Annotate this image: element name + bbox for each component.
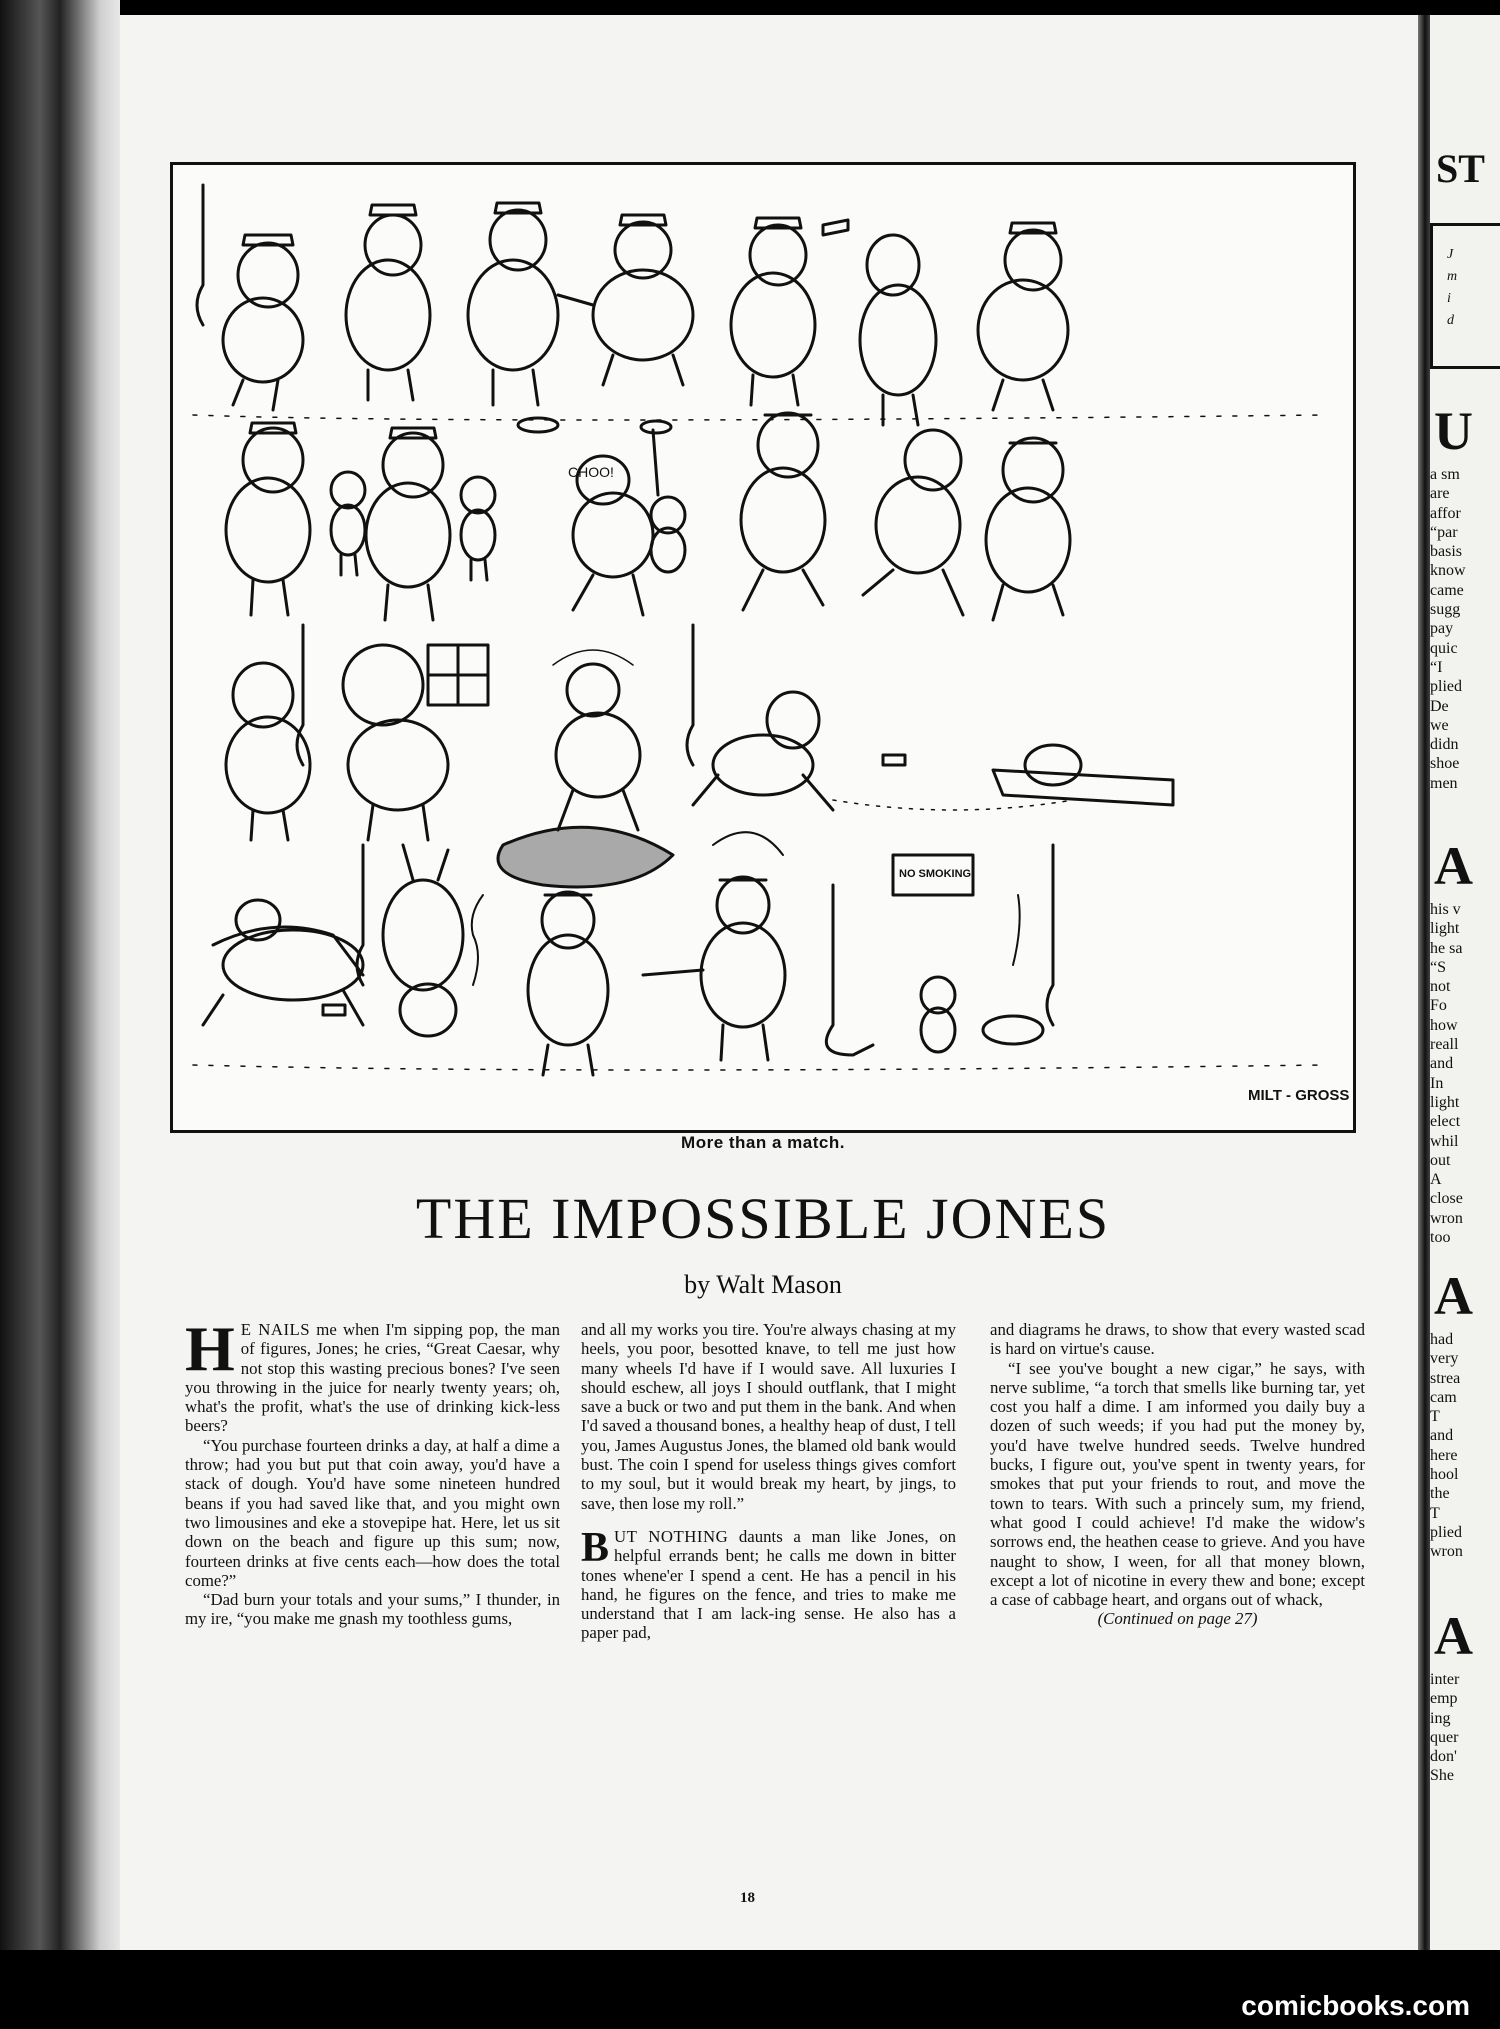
facing-box [1430,223,1500,369]
facing-box-text: J m i d [1447,247,1458,328]
facing-line: whil [1430,1132,1459,1150]
facing-line: had [1430,1331,1454,1348]
facing-lines-3 [1430,1330,1463,1562]
cartoon-row-1 [193,185,1323,425]
article-column-3 [990,1320,1365,1629]
facing-lines-4 [1430,1670,1459,1786]
facing-line: affor [1430,504,1461,522]
facing-line: elect [1430,1113,1461,1131]
paragraph [185,1313,561,1436]
facing-line: “par [1430,523,1458,541]
facing-line: “I [1430,658,1443,676]
facing-line: and [1430,1427,1454,1445]
cartoon-row-2 [226,413,1070,620]
paragraph-text: daunts a man like Jones, on helpful errands bent; he calls me down in bitter tones whene'er I spend a cent. He has a pencil in his hand, he figures on the fence, and tries to make me understand that I am lack-ing sense. He also has a paper pad, [581,1526,956,1643]
facing-line: pay [1430,620,1454,638]
facing-line: are [1430,485,1450,503]
facing-line: T [1430,1408,1440,1426]
facing-line: quic [1430,639,1458,657]
facing-line: reall [1430,1036,1459,1054]
facing-line: sugg [1430,601,1461,619]
facing-line: very [1430,1350,1459,1368]
no-smoking-sign: NO SMOKING [899,868,972,880]
artist-signature: MILT - GROSS [1248,1087,1350,1104]
facing-line: T [1430,1504,1440,1522]
facing-line: too [1430,1229,1451,1247]
facing-line: light [1430,920,1460,938]
facing-line: inter [1430,1671,1460,1688]
article-column-1 [185,1313,561,1629]
sound-effect-choo: CHOO! [568,464,614,480]
lead-in: UT NOTHING [614,1526,729,1546]
paragraph: “I see you've bought a new cigar,” he says, with nerve sublime, “a torch that smells like burning tar, yet cost you half a dime. I am informed you daily buy a dozen of such weeds; if you had put the money by, you'd have twelve hundred seeds. Twelve hundred bucks, I figure out, you've spent in twenty years, for smokes that put your friends to rout, and move the town to tears. With such a princely sum, my friend, what good I could achieve! I'd make the widow's sorrows end, the heathen cease to grieve. And you have naught to show, I ween, for all that money blown, except a lot of nicotine in every thew and bone; except a case of cabbage heart, and organs out of whack, [990,1358,1365,1610]
facing-line: In [1430,1074,1444,1092]
facing-line: he sa [1430,939,1463,957]
paragraph: “Dad burn your totals and your sums,” I thunder, in my ire, “you make me gnash my toothless gums, [185,1590,560,1629]
page-number: 18 [740,1890,755,1906]
facing-line: a sm [1430,466,1460,483]
cartoon-row-4 [193,827,1323,1075]
facing-line: plied [1430,678,1462,696]
facing-line: She [1430,1767,1454,1785]
paragraph: and diagrams he draws, to show that every wasted scad is hard on virtue's cause. [990,1320,1365,1359]
paragraph-text: me when I'm sipping pop, the man of figures, Jones; he cries, “Great Caesar, why not stop this wasting precious bones? I've seen you throwing in the juice for nearly twenty years; oh, what's the profit, what's the use of drinking kick-less beers? [185,1320,561,1436]
facing-line: not [1430,978,1451,996]
facing-lines-2 [1430,900,1463,1247]
facing-line: Fo [1430,997,1447,1015]
cartoon-row-3 [226,625,1173,840]
facing-line: came [1430,581,1464,599]
facing-line: out [1430,1151,1451,1169]
paragraph [581,1524,956,1643]
facing-line: ing [1430,1709,1451,1727]
facing-line: emp [1430,1690,1458,1708]
watermark: comicbooks.com [1241,1990,1470,2021]
facing-line: we [1430,716,1449,734]
lead-in: E NAILS [240,1320,311,1339]
facing-line: wron [1430,1543,1463,1561]
facing-dropcap: A [1434,1266,1473,1326]
facing-line: his v [1430,901,1461,918]
facing-line: didn [1430,736,1459,754]
continued-note: (Continued on page 27) [1097,1609,1258,1629]
facing-lines-1 [1430,465,1466,793]
facing-line: men [1430,774,1458,792]
facing-line: the [1430,1485,1450,1503]
facing-line: shoe [1430,755,1460,773]
facing-page-fragment [1430,15,1500,1950]
facing-line: light [1430,1093,1460,1111]
cartoon-drawing [173,165,1353,1130]
article-column-2 [581,1320,956,1643]
cartoon-caption: More than a match. [681,1133,845,1152]
paragraph: “You purchase fourteen drinks a day, at half a dime a throw; had you but put that coin away, you'd have a stack of dough. You'd have some nineteen hundred beans if you had saved like that, and you might own two limousines and eke a stovepipe hat. Here, let us sit down on the beach and figure up this sum; now, fourteen drinks at five cents each—how does the total come?” [185,1435,560,1590]
book-spine-edge [0,0,120,1950]
facing-line: hool [1430,1466,1459,1484]
facing-line: how [1430,1016,1458,1034]
facing-dropcap: A [1434,1606,1473,1666]
drop-cap: H [185,1313,235,1384]
facing-line: here [1430,1446,1458,1464]
facing-line: and [1430,1055,1454,1073]
facing-line: cam [1430,1388,1457,1406]
article-title: THE IMPOSSIBLE JONES [415,1186,1111,1251]
facing-line: close [1430,1190,1463,1208]
facing-heading: ST [1436,146,1485,191]
facing-line: “S [1430,958,1446,976]
facing-line: plied [1430,1523,1462,1541]
facing-line: De [1430,697,1449,715]
facing-line: strea [1430,1369,1461,1387]
facing-dropcap: A [1434,836,1473,896]
facing-line: A [1430,1171,1442,1189]
facing-line: wron [1430,1209,1463,1227]
facing-line: basis [1430,543,1462,561]
comic-strip-panel [170,162,1356,1133]
facing-line: don' [1430,1748,1457,1766]
facing-dropcap: U [1434,401,1473,461]
facing-line: quer [1430,1728,1459,1746]
article-byline: by Walt Mason [684,1270,842,1299]
facing-line: know [1430,562,1466,580]
paragraph: and all my works you tire. You're always chasing at my heels, you poor, besotted knave, to tell me just how many wheels I'd have if I would save. All luxuries I should eschew, all joys I should outflank, that I might save a buck or two and put them in the bank. And when I'd saved a thousand bones, a healthy heap of dust, I tell you, James Augustus Jones, the blamed old bank would bust. The coin I spend for useless things gives comfort to my soul, but it would break my heart, by jings, to save, then lose my roll.” [581,1320,956,1513]
drop-cap: B [581,1524,610,1571]
